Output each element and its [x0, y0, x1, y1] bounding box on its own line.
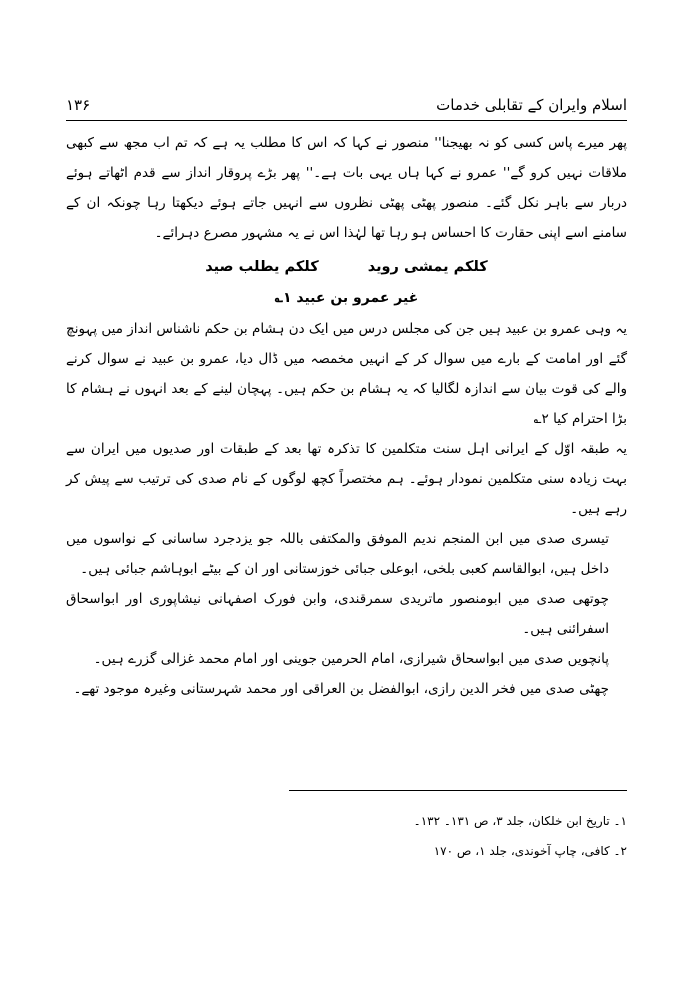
- century-5-item: پانچویں صدی میں ابواسحاق شیرازی، امام الحرمین جوینی اور امام محمد غزالی گزرے ہیں۔: [93, 651, 609, 667]
- century-3-item: تیسری صدی میں ابن المنجم ندیم الموفق والمکتفی باللہ جو یزدجرد ساسانی کے نواسوں میں داخل ہیں، ابوالقاسم کعبی بلخی، ابوعلی جبائی خوزستانی اور ان کے بیٹے ابوہاشم جبائی ہیں۔: [66, 531, 609, 577]
- main-text: [66, 128, 627, 704]
- paragraph-2: یہ وہی عمرو بن عبید ہیں جن کی مجلس درس میں ایک دن ہشام بن حکم ناشناس انداز میں پہونچ گئے اور امامت کے بارے میں سوال کر کے انہیں مخمصہ میں ڈال دیا، عمرو بن عبید نے سوال کرنے والے کی قوت بیان سے اندازہ لگالیا کہ یہ ہشام بن حکم ہیں۔ پہچان لینے کے بعد انہوں نے ہشام کا بڑا احترام کیا ۲؎: [66, 321, 627, 427]
- running-header: [66, 92, 627, 118]
- paragraph-1: پھر میرے پاس کسی کو نہ بھیجنا'' منصور نے کہا کہ اس کا مطلب یہ ہے کہ تم اب مجھ سے کبھی ملاقات نہیں کرو گے'' عمرو نے کہا ہاں یہی بات ہے۔'' پھر بڑے پروقار انداز سے قدم اٹھاتے ہوئے دربار سے باہر نکل گئے۔ منصور پھٹی پھٹی نظروں سے انہیں جاتے ہوئے دیکھتا رہا چونکہ ان کے سامنے اسے اپنی حقارت کا احساس ہو رہا تھا لہٰذا اس نے یہ مشہور مصرع دہرائے۔: [66, 135, 627, 241]
- verse-couplet: [66, 252, 627, 282]
- page-number: ۱۳۶: [66, 96, 91, 114]
- header-divider: [66, 120, 627, 121]
- century-4-item: چوتھی صدی میں ابومنصور ماتریدی سمرقندی، وابن فورک اصفہانی نیشاپوری اور ابواسحاق اسفرائنی ہیں۔: [66, 591, 609, 637]
- footnote-2: ۲۔ کافی، چاپ آخوندی، جلد ۱، ص ۱۷۰: [433, 844, 627, 858]
- verse-right: کلکم یمشی روید: [367, 259, 488, 275]
- header-title: اسلام وایران کے تقابلی خدمات: [436, 96, 627, 114]
- paragraph-3: یہ طبقہ اوّل کے ایرانی اہل سنت متکلمین کا تذکرہ تھا بعد کے طبقات اور صدیوں میں ایران سے بہت زیادہ سنی متکلمین نمودار ہوئے۔ ہم مختصراً کچھ لوگوں کے نام صدی کی ترتیب سے پیش کر رہے ہیں۔: [66, 441, 627, 517]
- footnotes: [66, 806, 627, 866]
- verse-left: کلکم یطلب صید: [205, 259, 319, 275]
- century-6-item: چھٹی صدی میں فخر الدین رازی، ابوالفضل بن العراقی اور محمد شہرستانی وغیرہ موجود تھے۔: [73, 681, 609, 697]
- footnote-divider: [289, 790, 627, 791]
- verse-attribution: غیر عمرو بن عبید ۱؎: [274, 290, 419, 306]
- footnote-1: ۱۔ تاریخ ابن خلکان، جلد ۳، ص ۱۳۱۔ ۱۳۲۔: [413, 814, 627, 828]
